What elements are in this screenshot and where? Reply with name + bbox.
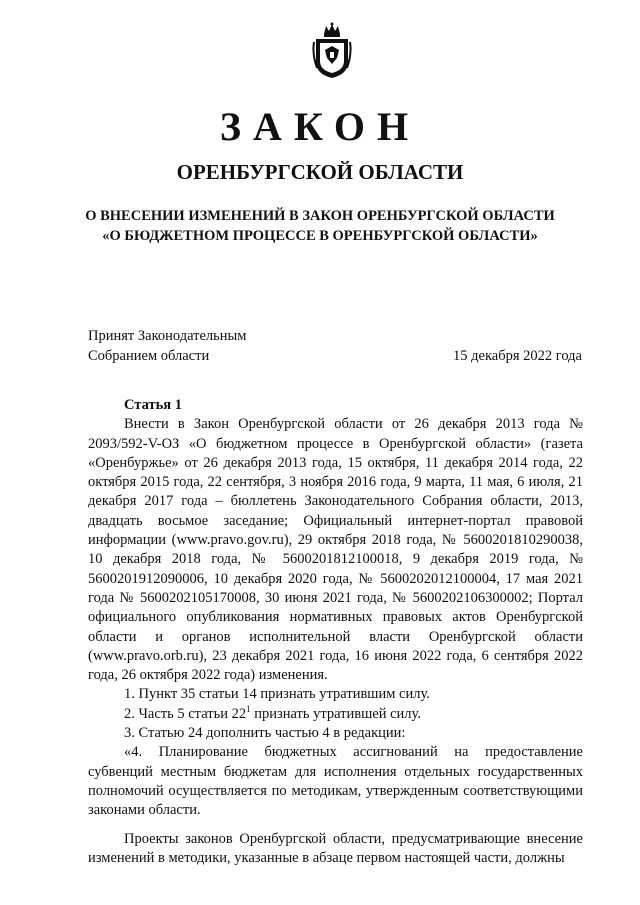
document-subtitle	[0, 206, 640, 246]
article-intro: Внести в Закон Оренбургской области от 26 декабря 2013 года № 2093/592-V-ОЗ «О бюджетном процессе в Оренбургской области» (газета «Оренбуржье» от 26 декабря 2013 года, 15 октября, 11 декабря 2014 года, 22 октября 2015 года, 22 сентября, 3 ноября 2016 года, 9 марта, 11 мая, 6 июля, 21 декабря 2017 года – бюллетень Законодательного Собрания области, 2013, двадцать восьмое заседание; Официальный интернет-портал правовой информации (www.pravo.gov.ru), 29 октября 2018 года, № 5600201810290038, 10 декабря 2018 года, № 5600201812100018, 9 декабря 2019 года, № 5600201912090006, 10 декабря 2020 года, № 5600202012100004, 17 мая 2021 года № 5600202105170008, 30 июня 2021 года, № 5600202106300002; Портал официального опубликования нормативных правовых актов Оренбургской области и органов исполнительной власти Оренбургской области (www.pravo.orb.ru), 23 декабря 2021 года, 16 июня 2022 года, 6 сентября 2022 года, 26 октября 2022 года) изменения.	[88, 416, 583, 684]
subtitle-line-1: О ВНЕСЕНИИ ИЗМЕНЕНИЙ В ЗАКОН ОРЕНБУРГСКОЙ ОБЛАСТИ	[85, 208, 555, 224]
item-2-text: 2. Часть 5 статьи 22	[124, 705, 247, 722]
adoption-line-1: Принят Законодательным	[88, 328, 247, 344]
item-2-text-end: признать утратившей силу.	[250, 705, 421, 722]
article-heading: Статья 1	[124, 397, 182, 413]
adoption-date: 15 декабря 2022 года	[453, 348, 582, 364]
coat-of-arms-icon	[312, 22, 352, 80]
subtitle-line-2: «О БЮДЖЕТНОМ ПРОЦЕССЕ В ОРЕНБУРГСКОЙ ОБЛАСТИ»	[102, 228, 538, 244]
document-title: ЗАКОН	[219, 104, 421, 149]
article-item-3: 3. Статью 24 дополнить частью 4 в редакции:	[124, 725, 406, 742]
document-region: ОРЕНБУРГСКОЙ ОБЛАСТИ	[176, 160, 464, 184]
adoption-line-2: Собранием области	[88, 348, 210, 364]
article-last-paragraph: Проекты законов Оренбургской области, предусматривающие внесение изменений в методики, указанные в абзаце первом настоящей части, должны	[88, 830, 583, 866]
article-body	[88, 396, 583, 868]
article-quote: «4. Планирование бюджетных ассигнований на предоставление субвенций местным бюджетам для исполнения отдельных государственных полномочий осуществляется по методикам, утвержденным соответствующими законами области.	[88, 744, 583, 819]
item-2-superscript: 1	[246, 703, 251, 714]
article-item-2	[88, 705, 583, 724]
article-item-1: 1. Пункт 35 статьи 14 признать утратившим силу.	[124, 686, 430, 703]
adoption-block	[88, 326, 388, 366]
